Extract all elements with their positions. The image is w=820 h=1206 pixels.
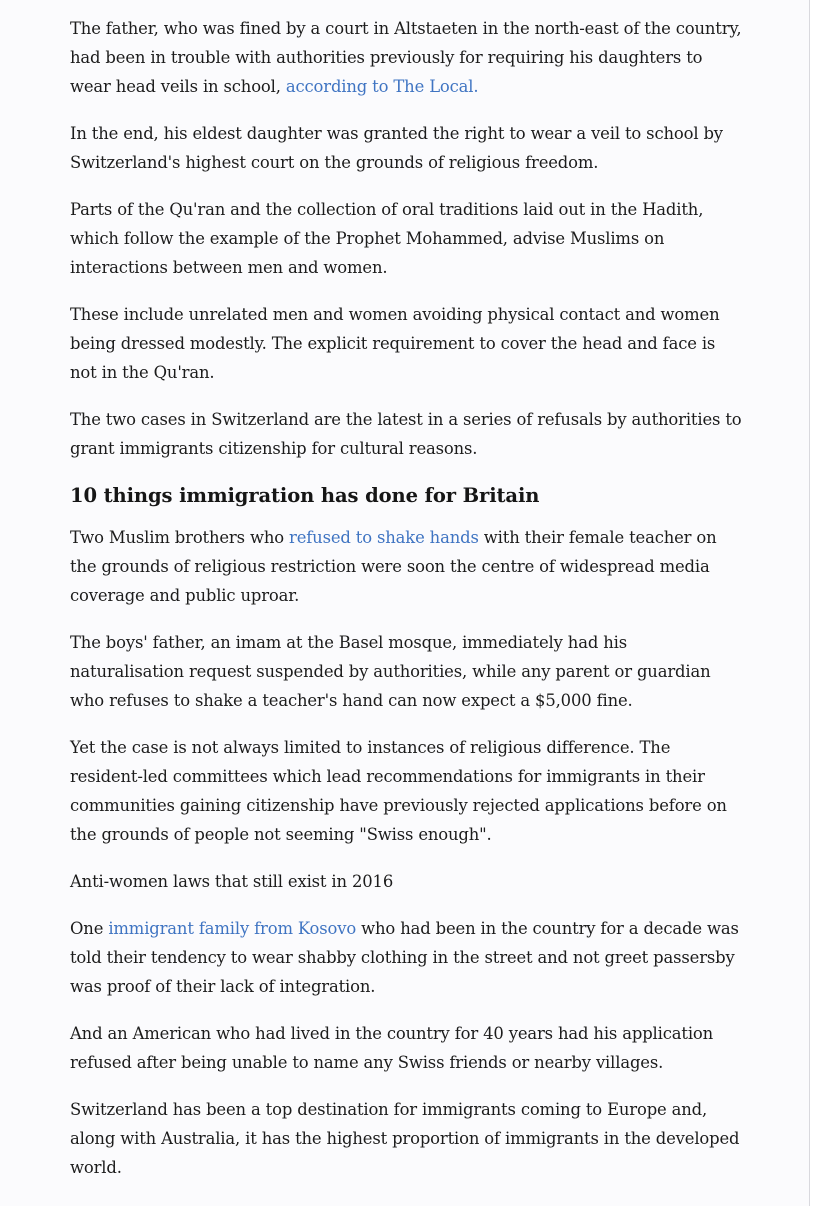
- paragraph-two-cases: The two cases in Switzerland are the latest in a series of refusals by authorities to grant immigrants citizenship for cultural reasons.: [70, 410, 742, 458]
- paragraph-muslim-brothers: [70, 523, 745, 610]
- article-body: [70, 14, 745, 1200]
- paragraph-text: with their female teacher on the grounds of religious restriction were soon the centre of widespread media coverage and public uproar.: [70, 528, 717, 605]
- paragraph-text: Two Muslim brothers who: [70, 528, 290, 547]
- related-article-heading[interactable]: 10 things immigration has done for Britain: [70, 484, 540, 507]
- related-article-anti-women-laws[interactable]: Anti-women laws that still exist in 2016: [70, 872, 394, 891]
- link-according-to-the-local[interactable]: according to The Local.: [285, 77, 479, 96]
- paragraph-text: One: [70, 919, 109, 938]
- link-immigrant-family-from-kosovo[interactable]: immigrant family from Kosovo: [108, 919, 357, 938]
- paragraph-text: who had been in the country for a decade was told their tendency to wear shabby clothing in the street and not greet passersby was proof of their lack of integration.: [70, 919, 739, 996]
- paragraph-father-fined: [70, 14, 745, 101]
- paragraph-top-destination: Switzerland has been a top destination for immigrants coming to Europe and, along with Australia, it has the highest proportion of immigrants in the developed world.: [70, 1100, 740, 1177]
- paragraph-boys-father: The boys' father, an imam at the Basel mosque, immediately had his naturalisation request suspended by authorities, while any parent or guardian who refuses to shake a teacher's hand can now expect a $5,000 fine.: [70, 633, 711, 710]
- paragraph-quran-hadith: Parts of the Qu'ran and the collection of oral traditions laid out in the Hadith, which follow the example of the Prophet Mohammed, advise Muslims on interactions between men and women.: [70, 200, 704, 277]
- paragraph-text: The father, who was fined by a court in Altstaeten in the north-east of the country, had been in trouble with authorities previously for requiring his daughters to wear head veils in school,: [70, 19, 742, 96]
- link-refused-to-shake-hands[interactable]: refused to shake hands: [289, 528, 479, 547]
- paragraph-swiss-enough: Yet the case is not always limited to instances of religious difference. The resident-led committees which lead recommendations for immigrants in their communities gaining citizenship have previously rejected applications before on the grounds of people not seeming "Swiss enough".: [70, 738, 727, 844]
- paragraph-physical-contact: These include unrelated men and women avoiding physical contact and women being dressed modestly. The explicit requirement to cover the head and face is not in the Qu'ran.: [70, 305, 720, 382]
- paragraph-eldest-daughter: In the end, his eldest daughter was granted the right to wear a veil to school by Switzerland's highest court on the grounds of religious freedom.: [70, 124, 723, 172]
- paragraph-american-applicant: And an American who had lived in the country for 40 years had his application refused after being unable to name any Swiss friends or nearby villages.: [70, 1024, 714, 1072]
- paragraph-kosovo-family: [70, 914, 745, 1001]
